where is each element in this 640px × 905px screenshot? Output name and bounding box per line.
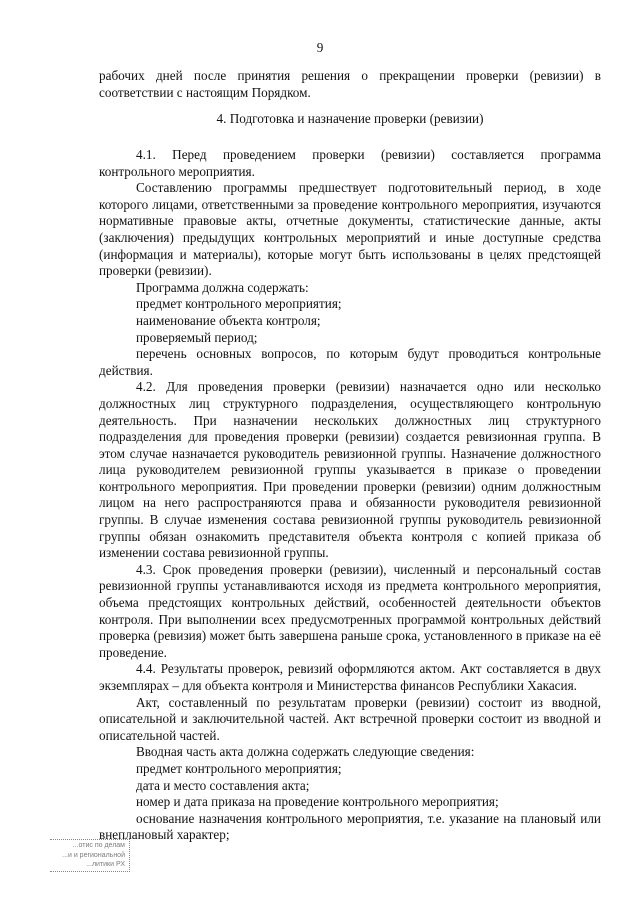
act-item-last: основание назначения контрольного мероприятия, т.е. указание на плановый или внеплановый характер; (99, 810, 601, 843)
paragraph-4-4: 4.4. Результаты проверок, ревизий оформляются актом. Акт составляется в двух экземплярах – для объекта контроля и Министерства финансов Республики Хакасия. (99, 661, 601, 693)
intro-paragraph (99, 68, 601, 101)
act-item: предмет контрольного мероприятия; (136, 760, 342, 776)
stamp-line: ...и и региональной (62, 851, 125, 859)
program-item: предмет контрольного мероприятия; (136, 296, 342, 312)
program-item-last: перечень основных вопросов, по которым будут проводиться контрольные действия. (99, 346, 601, 378)
section-heading: 4. Подготовка и назначение проверки (ревизии) (216, 111, 484, 126)
stamp-line: ...отис по делам (72, 842, 125, 849)
paragraph-4-3: 4.3. Срок проведения проверки (ревизии), численный и персональный состав ревизионной группы устанавливаются исходя из предмета контрольного мероприятия, объема предстоящих контрольных действий, особенностей деятельности объектов контроля. При выполнении всех предусмотренных программой контрольных действий проверка (ревизия) может быть завершена раньше срока, установленного в приказе на её проведение. (99, 561, 601, 660)
intro-text: рабочих дней после принятия решения о прекращении проверки (ревизии) в соответствии с настоящим Порядком. (99, 68, 601, 100)
program-item: проверяемый период; (136, 329, 258, 345)
stamp-line: ...литики РХ (86, 861, 125, 868)
registration-stamp (50, 839, 130, 872)
act-item: номер и дата приказа на проведение контрольного мероприятия; (136, 794, 499, 810)
paragraph-preparation: Составлению программы предшествует подготовительный период, в ходе которого лицами, ответственными за проведение контрольного мероприятия, изучаются нормативные правовые акты, отчетные документы, статистические данные, акты (заключения) предыдущих контрольных мероприятий и иные доступные средства (информация и материалы), которые могут быть использованы в целях предстоящей проверки (ревизии). (99, 180, 601, 279)
section-body (99, 147, 601, 844)
paragraph-program-contents: Программа должна содержать: (136, 279, 309, 295)
program-item: наименование объекта контроля; (136, 312, 321, 328)
page-number: 9 (316, 40, 324, 55)
paragraph-intro-part: Вводная часть акта должна содержать следующие сведения: (136, 744, 475, 760)
paragraph-4-1: 4.1. Перед проведением проверки (ревизии) составляется программа контрольного мероприятия. (99, 147, 601, 179)
paragraph-4-2: 4.2. Для проведения проверки (ревизии) назначается одно или несколько должностных лиц структурного подразделения, осуществляющего контрольную деятельность. При назначении нескольких должностных лиц структурного подразделения для проведения проверки (ревизии) создается ревизионная группа. В этом случае назначается руководитель ревизионной группы. Назначение должностного лица руководителем ревизионной группы указывается в приказе о проведении контрольного мероприятия. При проведении проверки (ревизии) одним должностным лицом на него распространяются права и обязанности руководителя ревизионной группы. В случае изменения состава ревизионной группы руководитель ревизионной группы обязан ознакомить представителя объекта контроля с копией приказа об изменении состава ревизионной группы. (99, 379, 601, 561)
act-item: дата и место составления акта; (136, 777, 310, 793)
paragraph-act-structure: Акт, составленный по результатам проверки (ревизии) состоит из вводной, описательной и заключительной частей. Акт встречной проверки состоит из вводной и описательной частей. (99, 694, 601, 743)
